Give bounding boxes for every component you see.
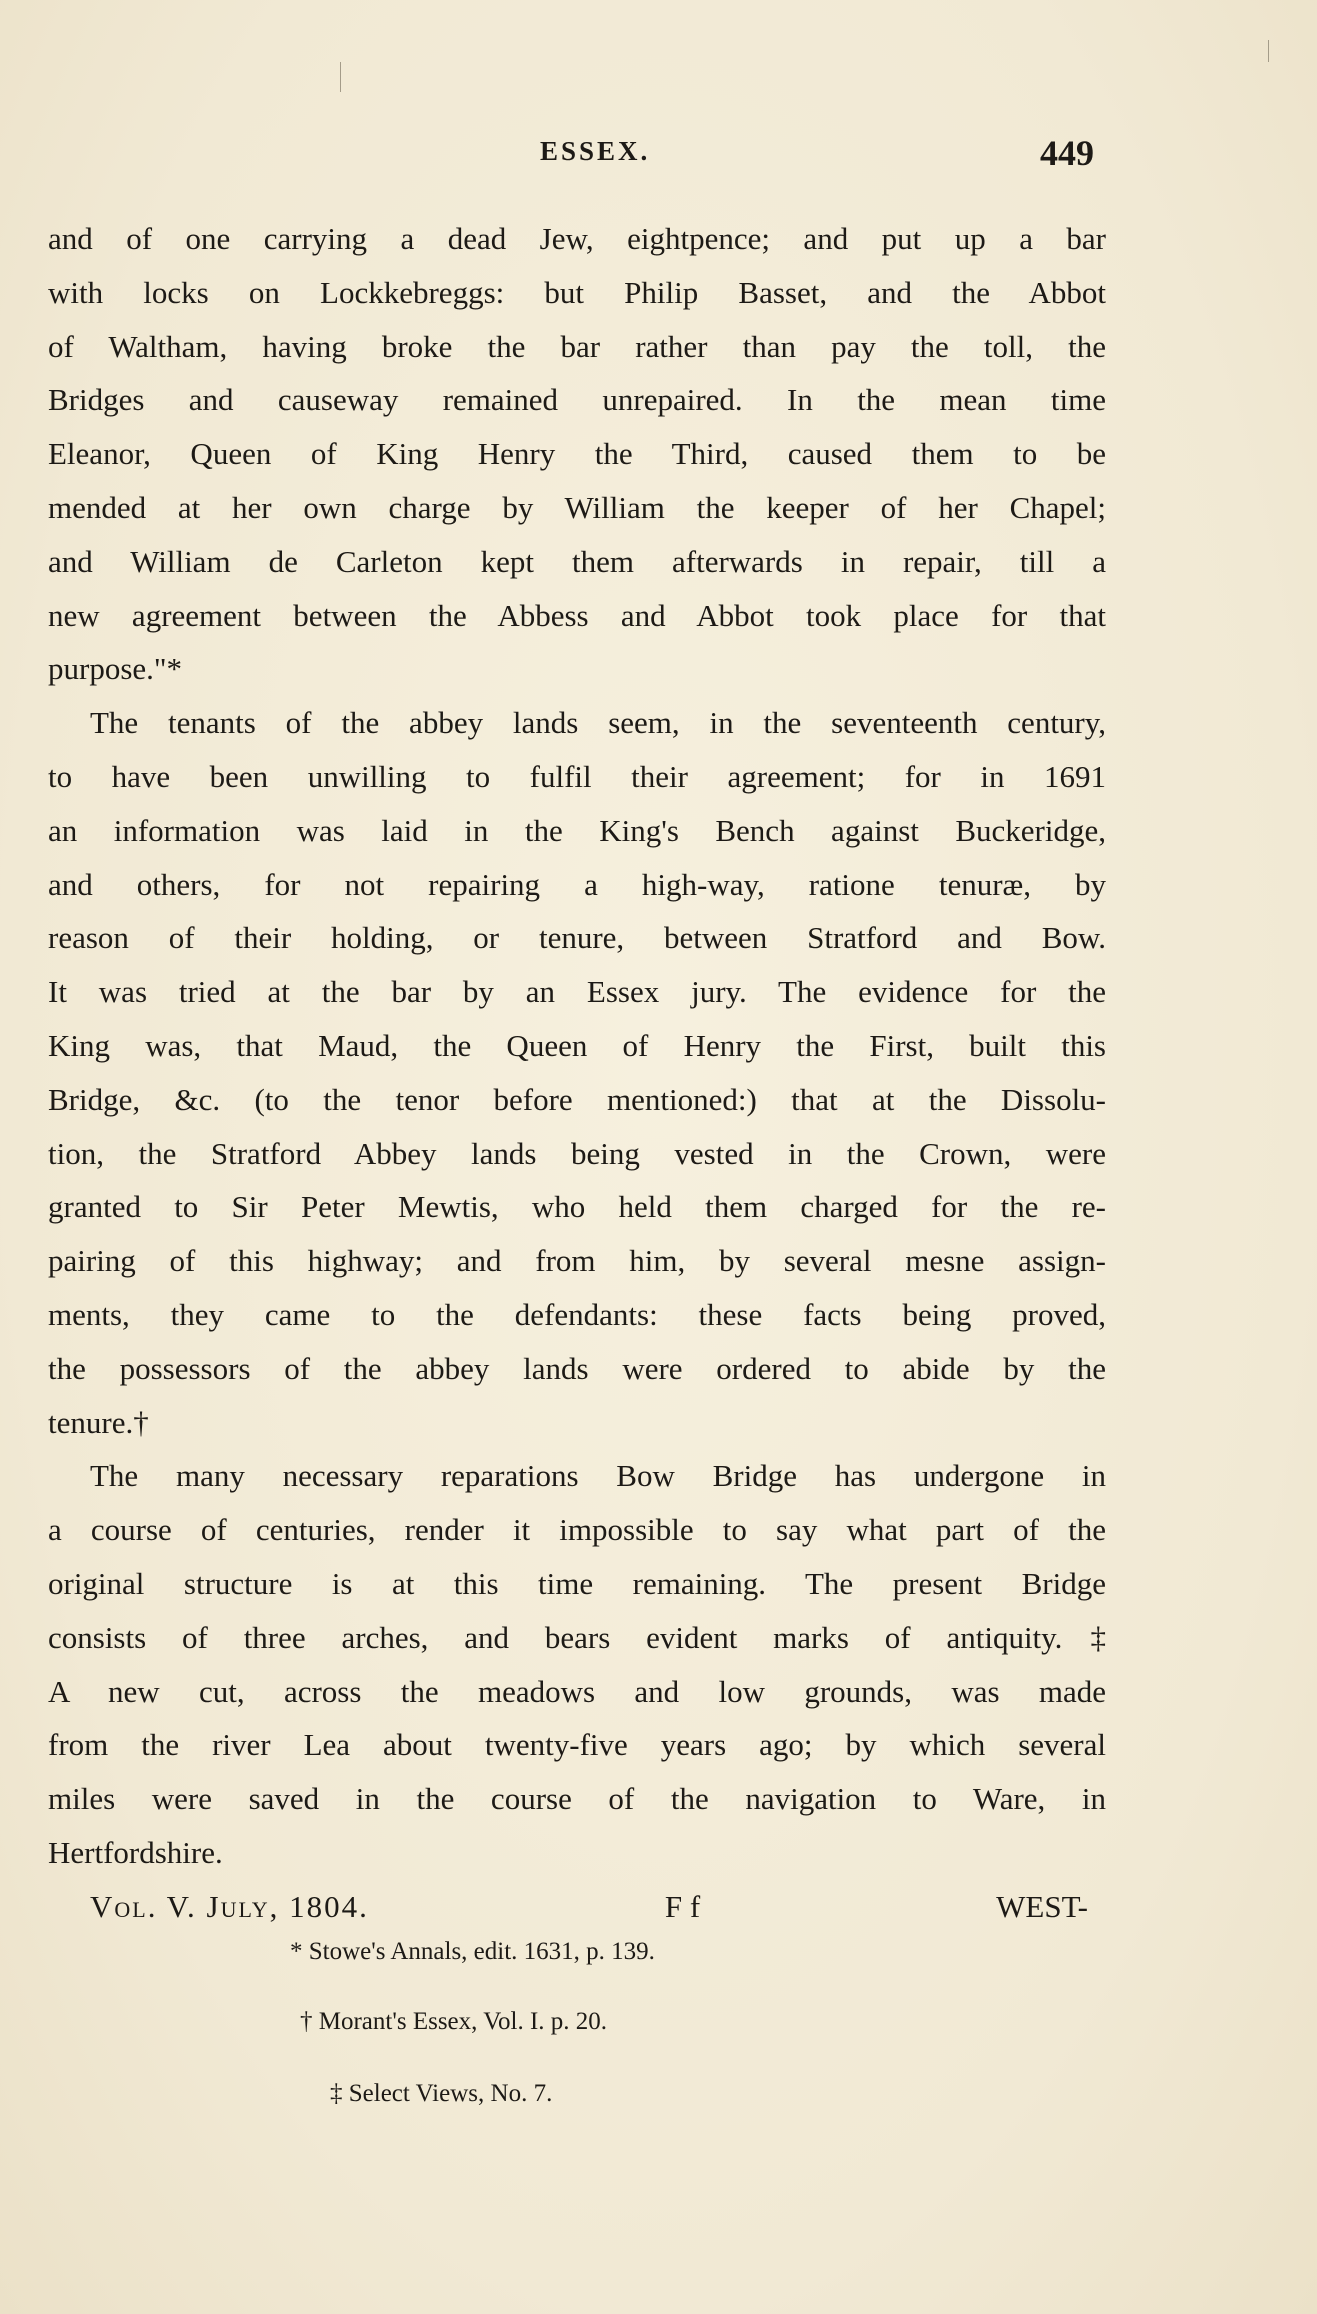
text-line: original structure is at this time remaining. The present Bridge — [48, 1565, 1106, 1601]
paper-mark — [1268, 40, 1269, 62]
volume-date: Vol. V. July, 1804. — [90, 1888, 369, 1924]
paper-mark — [340, 62, 341, 92]
text-line: a course of centuries, render it impossible to say what part of the — [48, 1512, 1106, 1548]
text-line: reason of their holding, or tenure, between Stratford and Bow. — [48, 920, 1106, 956]
text-line: new agreement between the Abbess and Abbot took place for that — [48, 597, 1106, 633]
text-line: It was tried at the bar by an Essex jury. The evidence for the — [48, 974, 1106, 1010]
printer-signature: F f — [664, 1888, 701, 1924]
body-text — [48, 212, 1106, 1934]
text-line: of Waltham, having broke the bar rather than pay the toll, the — [48, 328, 1106, 364]
text-line: consists of three arches, and bears evident marks of antiquity.‡ — [48, 1619, 1106, 1655]
text-line: with locks on Lockkebreggs: but Philip Basset, and the Abbot — [48, 274, 1106, 310]
text-line: and William de Carleton kept them afterwards in repair, till a — [48, 543, 1106, 579]
page-header — [0, 133, 1317, 176]
text-line: the possessors of the abbey lands were ordered to abide by the — [48, 1350, 1106, 1386]
running-title: ESSEX. — [540, 136, 651, 166]
catchword: WEST- — [996, 1888, 1088, 1924]
text-line: miles were saved in the course of the navigation to Ware, in — [48, 1781, 1106, 1817]
text-line: an information was laid in the King's Bench against Buckeridge, — [48, 812, 1106, 848]
text-line: to have been unwilling to fulfil their agreement; for in 1691 — [48, 758, 1106, 794]
text-line: Eleanor, Queen of King Henry the Third, caused them to be — [48, 436, 1106, 472]
text-line: and others, for not repairing a high-way, ratione tenuræ, by — [48, 866, 1106, 902]
signature-line — [48, 1880, 1106, 1934]
text-line: and of one carrying a dead Jew, eightpence; and put up a bar — [48, 221, 1106, 256]
text-line: A new cut, across the meadows and low grounds, was made — [48, 1673, 1106, 1709]
text-line: from the river Lea about twenty-five years ago; by which several — [48, 1727, 1106, 1763]
text-line: mended at her own charge by William the keeper of her Chapel; — [48, 489, 1106, 525]
text-line: Bridge, &c. (to the tenor before mentioned:) that at the Dissolu- — [48, 1081, 1106, 1117]
page-number: 449 — [1040, 133, 1094, 173]
text-line: purpose."* — [48, 651, 183, 687]
text-line: ments, they came to the defendants: these facts being proved, — [48, 1296, 1106, 1332]
text-line: King was, that Maud, the Queen of Henry the First, built this — [48, 1027, 1106, 1063]
text-line: The tenants of the abbey lands seem, in the seventeenth century, — [90, 705, 1106, 741]
text-line: tenure.† — [48, 1404, 149, 1440]
footnote: * Stowe's Annals, edit. 1631, p. 139. — [290, 1938, 655, 1965]
footnote: ‡ Select Views, No. 7. — [330, 2080, 553, 2107]
text-line: The many necessary reparations Bow Bridge has undergone in — [90, 1458, 1106, 1494]
text-line: tion, the Stratford Abbey lands being vested in the Crown, were — [48, 1135, 1106, 1171]
text-line: granted to Sir Peter Mewtis, who held them charged for the re- — [48, 1189, 1106, 1225]
text-line: pairing of this highway; and from him, by several mesne assign- — [48, 1243, 1106, 1279]
text-line: Bridges and causeway remained unrepaired. In the mean time — [48, 382, 1106, 418]
text-line: Hertfordshire. — [48, 1834, 223, 1870]
footnote: † Morant's Essex, Vol. I. p. 20. — [300, 2008, 608, 2035]
